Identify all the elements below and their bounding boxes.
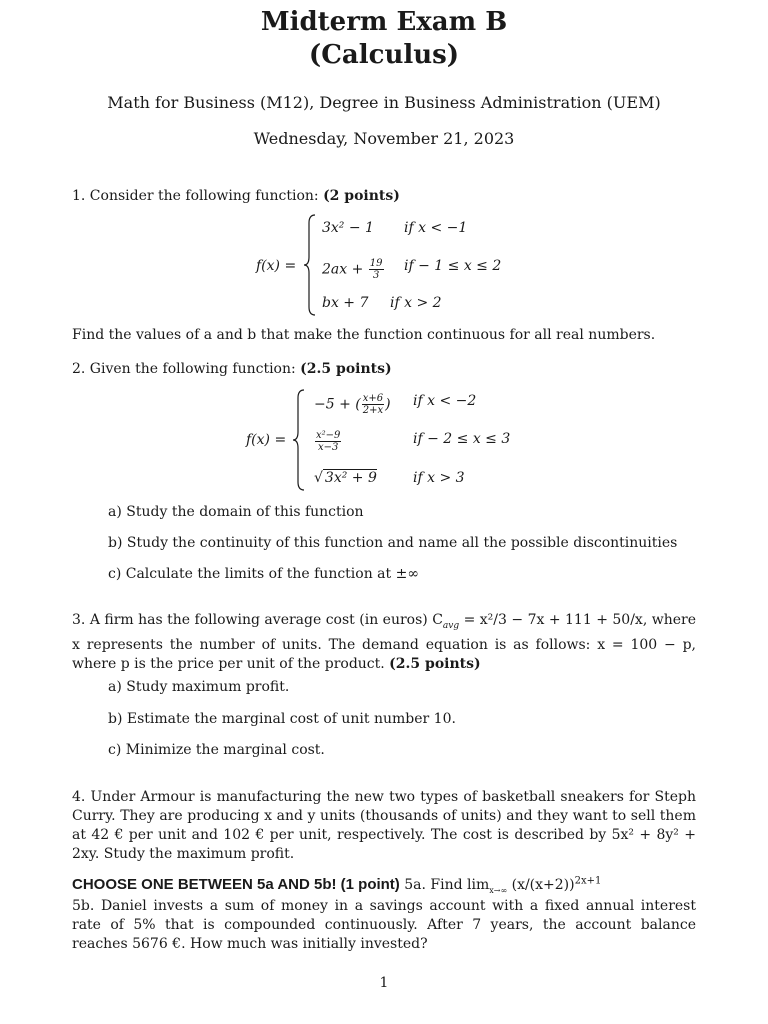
q5-heading-line: CHOOSE ONE BETWEEN 5a AND 5b! (1 point) 5a. Find $\lim_{x\to\infty} (x/(x+2))^{2x+1}$ <box>72 875 602 895</box>
q2-brace <box>292 388 306 492</box>
exam-title: Midterm Exam B <box>260 7 508 37</box>
q3-item-c: c) Minimize the marginal cost. <box>108 742 325 758</box>
q1-brace <box>303 213 317 317</box>
q2-intro: 2. Given the following function: (2.5 points) <box>72 361 392 377</box>
q4-statement: 4. Under Armour is manufacturing the new two types of basketball sneakers for Steph Curry. They are producing x and y units (thousands of units) and they want to sell them at 42 € per unit and 102 € per unit, respectively. The cost is described by 5x² + 8y² + 2xy. Study the maximum profit. <box>72 789 696 862</box>
q1-intro: 1. Consider the following function: (2 points) <box>72 188 400 204</box>
q2-item-a: a) Study the domain of this function <box>108 504 364 520</box>
q2-item-b: b) Study the continuity of this function and name all the possible discontinuities <box>108 535 678 551</box>
page-number: 1 <box>379 975 389 991</box>
q1-fx-label: f(x) = <box>256 258 297 274</box>
q2-case3-cond: if x > 3 <box>413 470 465 486</box>
q2-case1-cond: if x < −2 <box>413 393 477 409</box>
q1-case1-expr: 3x² − 1 <box>322 220 374 236</box>
q1-case3-expr: bx + 7 <box>322 295 369 311</box>
exam-date: Wednesday, November 21, 2023 <box>253 129 515 148</box>
q2-case2-cond: if − 2 ≤ x ≤ 3 <box>413 431 511 447</box>
q2-fx-label: f(x) = <box>246 432 287 448</box>
q3-statement: 3. A firm has the following average cost (in euros) $C_{avg} = x^2/3 - 7x + 111 + 50/x$, where x represents the number of units. The demand equation is as follows: x = 100 − p, where p is the price per unit of the product. (2.5 points) <box>72 612 696 672</box>
q2-case2-expr: $\frac{\text{x²−9}}{x-3}$ <box>316 430 341 453</box>
q1-task: Find the values of a and b that make the function continuous for all real numbers. <box>72 327 656 343</box>
q2-item-c: c) Calculate the limits of the function at ±∞ <box>108 566 419 582</box>
q1-case1-cond: if x < −1 <box>404 220 468 236</box>
q1-case3-cond: if x > 2 <box>390 295 442 311</box>
q5b-statement: 5b. Daniel invests a sum of money in a savings account with a fixed annual interest rate of 5% that is compounded continuously. After 7 years, the account balance reaches 5676 €. How much was initially invested? <box>72 898 696 952</box>
q1-case2-cond: if − 1 ≤ x ≤ 2 <box>404 258 502 274</box>
course-line: Math for Business (M12), Degree in Business Administration (UEM) <box>107 93 661 112</box>
q3-item-b: b) Estimate the marginal cost of unit number 10. <box>108 711 456 727</box>
q3-item-a: a) Study maximum profit. <box>108 679 290 695</box>
q2-case1-expr: −5 + ( $\frac{x+6}{2+x}$ ) <box>314 393 391 416</box>
q2-case3-expr: √ 3x² + 9 <box>314 470 377 486</box>
q1-case2-expr: 2ax + $\frac{19}{3}$ <box>322 258 383 281</box>
exam-subtitle: (Calculus) <box>308 40 460 70</box>
